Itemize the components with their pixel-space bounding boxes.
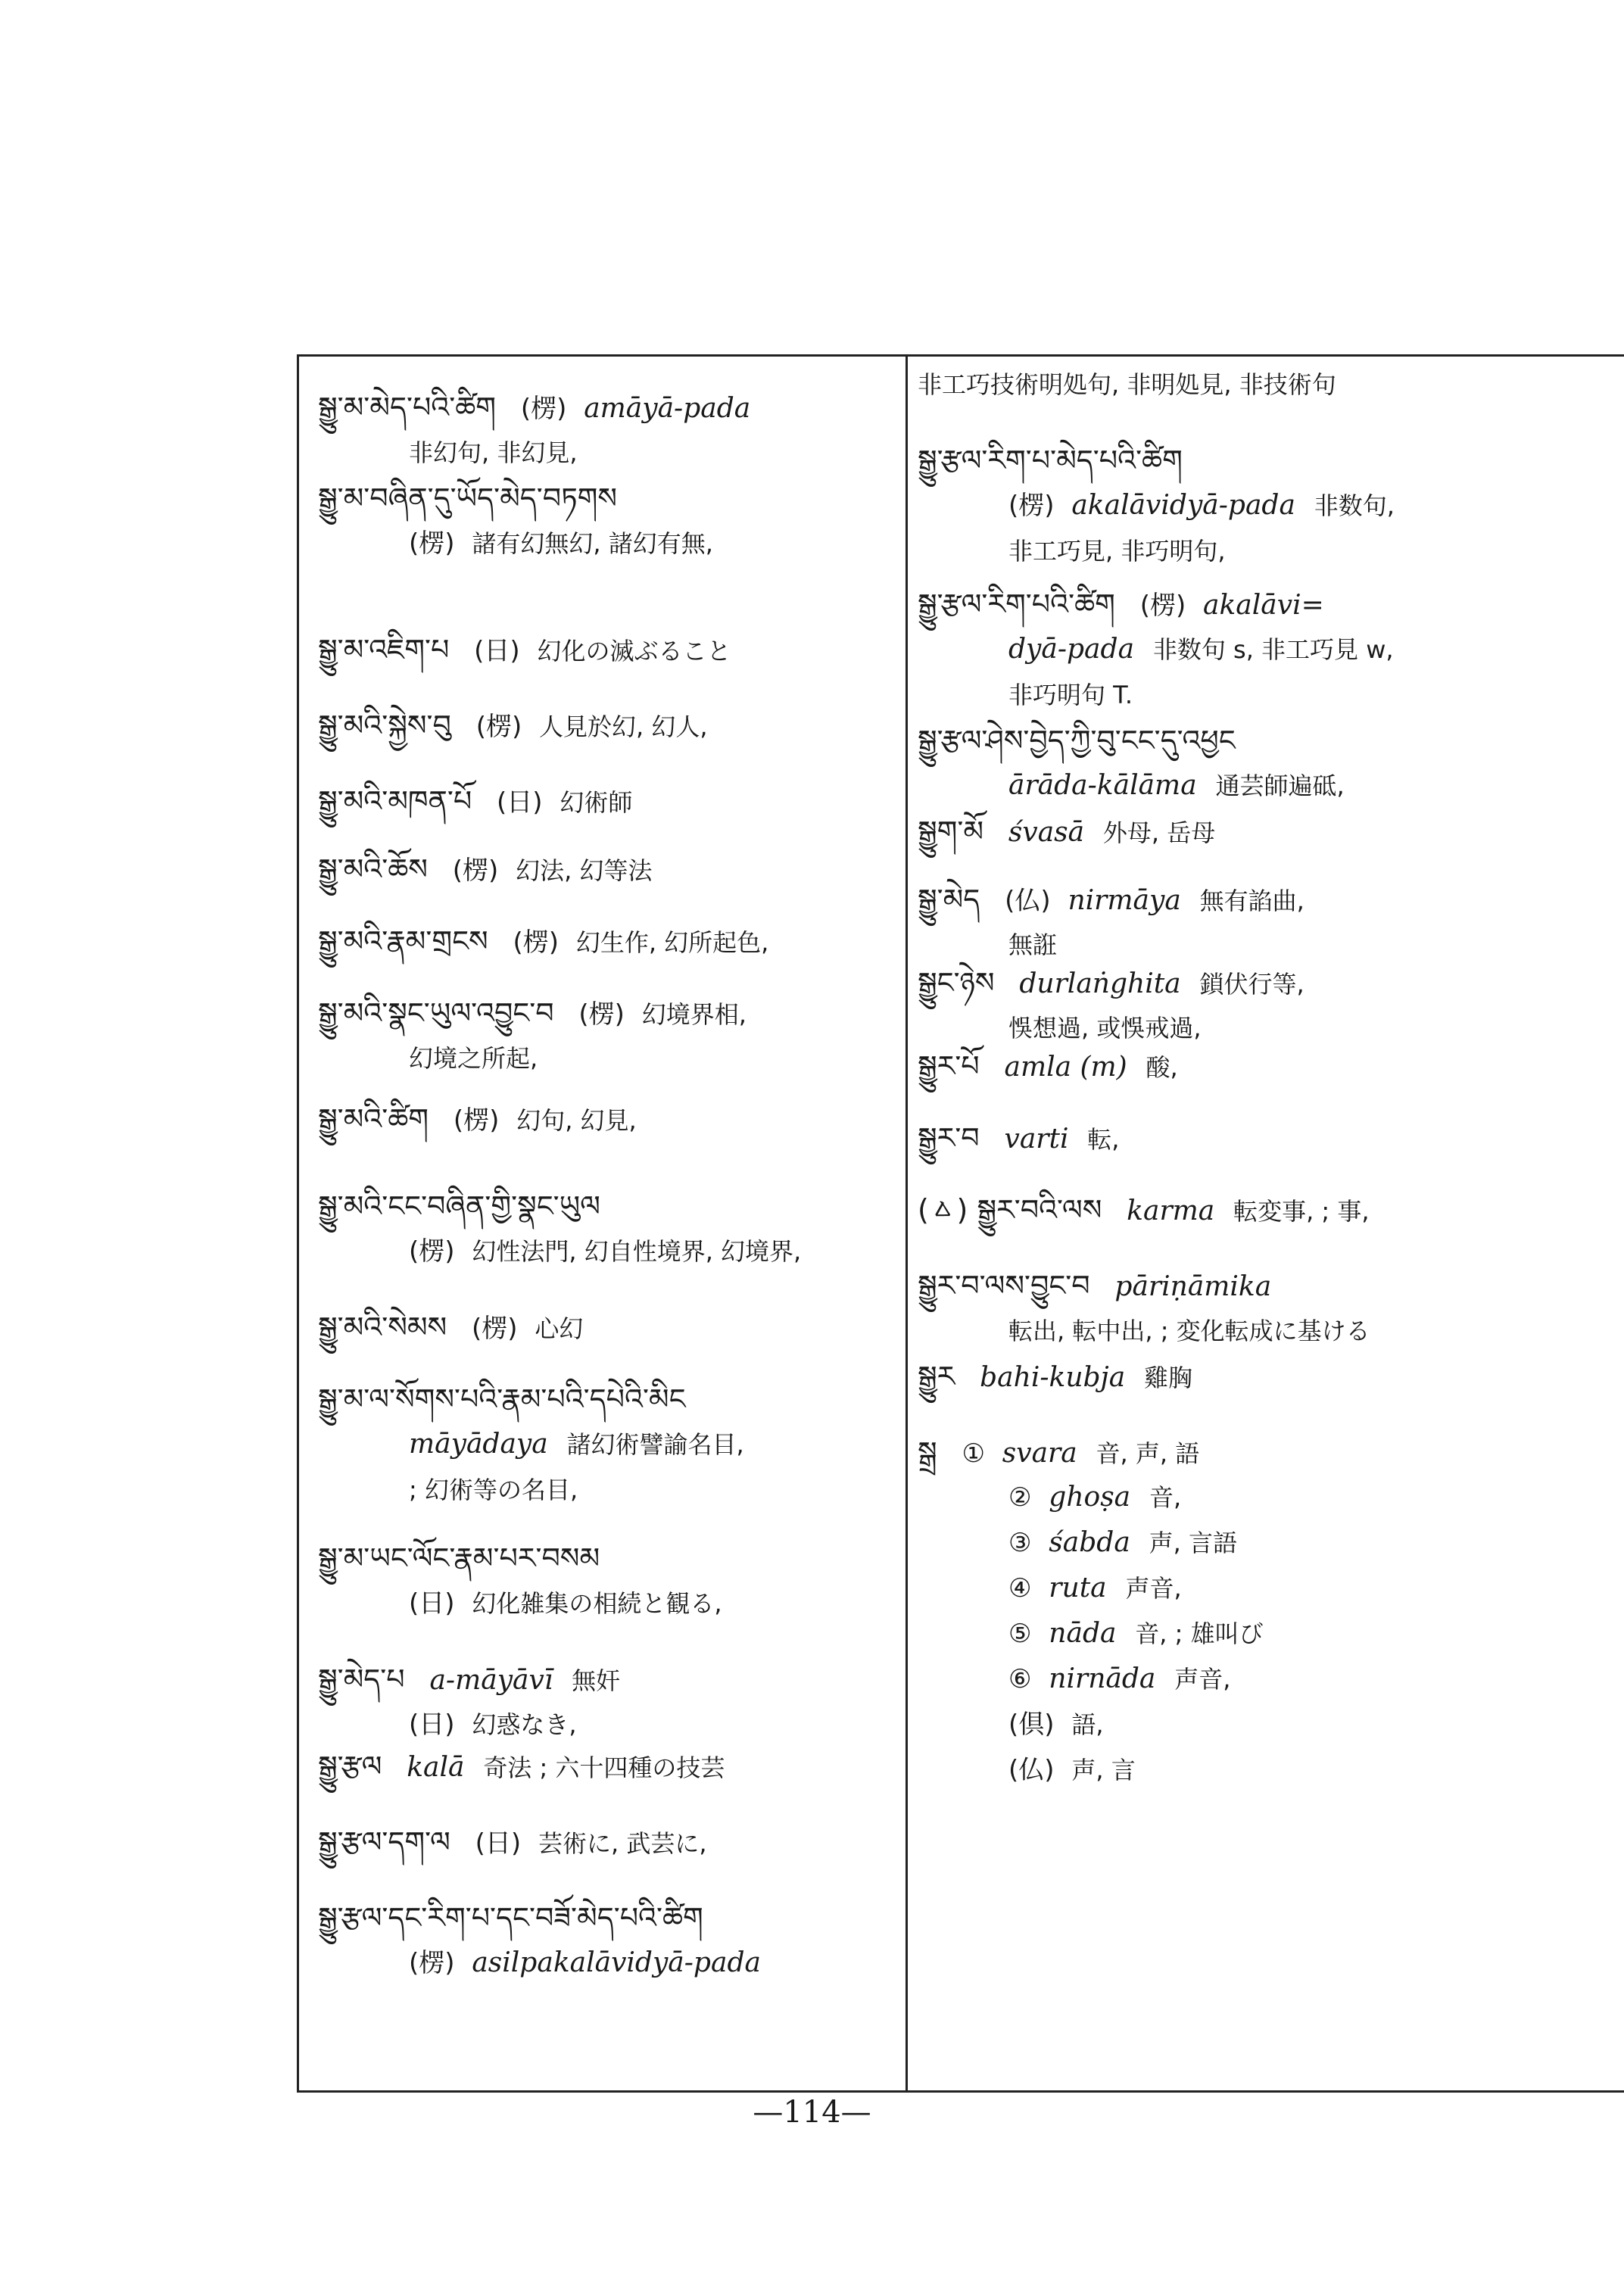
dictionary-entry — [918, 1263, 1624, 1354]
dictionary-entry — [318, 385, 893, 475]
sanskrit-term: karma — [1127, 1195, 1215, 1226]
tibetan-headword: སྒྱུ་རྩལ་ཤེས་བྱེད་ཀྱི་བུ་ངང་དུ་འཕྱང — [918, 724, 1236, 757]
dictionary-entry — [918, 362, 1624, 407]
entry-continuation — [318, 1702, 893, 1747]
entry-headline — [918, 718, 1624, 763]
dictionary-entry — [318, 990, 893, 1081]
entry-headline — [918, 581, 1624, 627]
gloss-text: 声, 言語 — [1149, 1529, 1237, 1557]
gloss-text: 人見於幻, 幻人, — [539, 712, 708, 741]
dictionary-entry — [318, 1895, 893, 1986]
dictionary-entry — [318, 1304, 893, 1350]
gloss-text: 幻境界相, — [641, 1000, 747, 1029]
dictionary-entry — [918, 1187, 1624, 1233]
entry-continuation — [918, 1308, 1624, 1354]
source-tag: (楞) — [578, 999, 625, 1030]
sanskrit-term: ghoṣa — [1049, 1482, 1131, 1513]
tibetan-headword: སྒྱུ་རྩལ་རིག་པ་མེད་པའི་ཚིག — [918, 444, 1183, 477]
source-tag: ⑤ — [1008, 1619, 1032, 1649]
dictionary-entry — [318, 703, 893, 748]
source-tag: ① — [962, 1438, 985, 1469]
dictionary-entry — [918, 438, 1624, 574]
gloss-text: 転出, 転中出, ; 変化転成に基ける — [1008, 1317, 1370, 1345]
gloss-text: 幻境之所起, — [409, 1044, 538, 1073]
dictionary-entry — [918, 581, 1624, 718]
tibetan-headword: སྒྱུ་མ་འཇིག་པ — [318, 633, 450, 666]
source-tag: (楞) — [409, 528, 455, 559]
gloss-text: 諸幻術譬諭名目, — [566, 1430, 744, 1459]
gloss-text: 音, ; 雄叫び — [1135, 1619, 1264, 1648]
tibetan-headword: སྒྱུར་པོ — [918, 1049, 980, 1083]
gloss-text: 無奸 — [572, 1666, 621, 1695]
sanskrit-term: śabda — [1049, 1527, 1130, 1558]
gloss-text: 酸, — [1146, 1053, 1178, 1082]
entry-continuation — [318, 1581, 893, 1626]
entry-continuation — [318, 1229, 893, 1274]
entry-continuation — [318, 1422, 893, 1467]
entry-headline — [918, 877, 1624, 922]
gloss-text: 声音, — [1174, 1665, 1231, 1694]
entry-continuation — [918, 763, 1624, 809]
source-tag: (倶) — [1008, 1710, 1055, 1740]
entry-headline — [918, 1115, 1624, 1161]
source-tag: (楞) — [520, 394, 567, 424]
entry-headline — [918, 438, 1624, 483]
gloss-text: 芸術に, 武芸に, — [538, 1829, 707, 1858]
dictionary-entry — [318, 1744, 893, 1789]
gloss-text: 外母, 岳母 — [1102, 818, 1216, 847]
gloss-text: 雞胸 — [1144, 1364, 1193, 1392]
dictionary-entry — [918, 1429, 1624, 1793]
dictionary-entry — [318, 1183, 893, 1274]
gloss-text: ; 幻術等の名目, — [409, 1476, 578, 1504]
dictionary-entry — [318, 627, 893, 672]
gloss-text: 幻化雑集の相続と観る, — [472, 1589, 722, 1618]
dictionary-entry — [318, 1096, 893, 1142]
gloss-text: 幻術師 — [560, 788, 633, 817]
entry-headline — [318, 1895, 893, 1940]
dictionary-entry — [318, 475, 893, 566]
dictionary-entry — [918, 877, 1624, 968]
entry-headline — [318, 703, 893, 748]
tibetan-headword: སྒྱུ་མའི་མཁན་པོ — [318, 784, 472, 818]
entry-headline — [318, 385, 893, 430]
entry-continuation — [918, 1566, 1624, 1611]
entry-headline — [918, 362, 1624, 407]
tibetan-headword: སྒྱུར — [918, 1360, 955, 1393]
tibetan-headword: སྒྱུ་མའི་ཚིག — [318, 1102, 429, 1136]
gloss-text: 声, 言 — [1071, 1756, 1136, 1784]
gloss-text: 非数句 s, 非工巧見 w, — [1152, 635, 1394, 664]
gloss-text: 無誑 — [1008, 930, 1058, 959]
source-tag: ④ — [1008, 1573, 1032, 1604]
source-tag: (楞) — [1139, 591, 1186, 621]
sanskrit-term: asilpakalāvidyā-pada — [472, 1947, 761, 1978]
sanskrit-term: a-māyāvī — [429, 1665, 553, 1696]
gloss-text: 諸有幻無幻, 諸幻有無, — [472, 529, 713, 558]
gloss-text: 鎖伏行等, — [1199, 970, 1304, 999]
gloss-text: 幻句, 幻見, — [516, 1106, 637, 1135]
entry-headline — [918, 1043, 1624, 1089]
sanskrit-term: māyādaya — [409, 1429, 548, 1460]
tibetan-headword: སྒྱུག་མོ — [918, 815, 984, 848]
tibetan-headword: སྒྱུ་མའི་ཆོས — [318, 852, 428, 886]
entry-continuation — [318, 1467, 893, 1513]
gloss-text: 音, 声, 語 — [1096, 1439, 1200, 1468]
source-tag: ③ — [1008, 1528, 1032, 1558]
tibetan-headword: སྒྲ — [918, 1435, 937, 1469]
tibetan-headword: སྒྱུ་རྩལ — [318, 1750, 382, 1783]
gloss-text: 非数句, — [1314, 491, 1395, 520]
source-tag: (日) — [409, 1588, 455, 1619]
tibetan-headword: སྒྱུ་མེད་པ — [318, 1663, 405, 1696]
source-tag: (日) — [474, 636, 520, 666]
tibetan-headword: སྒྱུ་མེད — [918, 883, 980, 916]
entry-headline — [318, 990, 893, 1036]
tibetan-headword: སྒྱུ་མའི་སྐྱེས་བུ — [318, 709, 451, 742]
entry-continuation — [318, 1940, 893, 1986]
source-tag: (仏) — [1005, 886, 1051, 916]
source-tag: (楞) — [409, 1948, 455, 1978]
sanskrit-term: nirmāya — [1068, 885, 1181, 916]
sanskrit-term: amāyā-pada — [584, 393, 751, 424]
sanskrit-term: akalāvidyā-pada — [1071, 490, 1295, 521]
entry-continuation — [918, 627, 1624, 672]
tibetan-headword: སྒྱུ་མ་མེད་པའི་ཚིག — [318, 391, 497, 424]
source-tag: (楞) — [475, 712, 522, 742]
gloss-text: 悞想過, 或悞戒過, — [1008, 1014, 1202, 1043]
source-tag: ② — [1008, 1482, 1032, 1513]
gloss-text: 声音, — [1125, 1574, 1182, 1603]
gloss-text: 非幻句, 非幻見, — [409, 438, 578, 467]
sanskrit-term: ārāda-kālāma — [1008, 770, 1197, 801]
source-tag: (楞) — [472, 1314, 518, 1344]
gloss-text: 転, — [1087, 1125, 1120, 1154]
entry-headline — [318, 846, 893, 892]
dictionary-entry — [318, 1657, 893, 1747]
sanskrit-term: amla (m) — [1004, 1052, 1127, 1083]
entry-continuation — [918, 1702, 1624, 1747]
tibetan-headword: སྒྱུང་ཉེས — [918, 966, 995, 999]
gloss-text: 通芸師遍砥, — [1215, 771, 1345, 800]
dictionary-entry — [318, 1376, 893, 1513]
source-tag: ⑥ — [1008, 1664, 1032, 1694]
entry-headline — [318, 1376, 893, 1422]
gloss-text: 転変事, ; 事, — [1233, 1197, 1370, 1226]
entry-headline — [918, 1354, 1624, 1399]
entry-continuation — [918, 1611, 1624, 1657]
entry-continuation — [918, 1657, 1624, 1702]
entry-continuation — [918, 528, 1624, 574]
source-tag: (楞) — [452, 856, 499, 886]
page-number: —114— — [753, 2095, 871, 2130]
sanskrit-term: nirnāda — [1049, 1663, 1156, 1694]
entry-continuation — [918, 483, 1624, 528]
tibetan-headword: (ㅿ) སྒྱུར་བའི་ལས — [918, 1193, 1102, 1226]
gloss-text: 幻生作, 幻所起色, — [575, 928, 769, 957]
entry-headline — [318, 1096, 893, 1142]
gloss-text: 非巧明句 T. — [1008, 681, 1133, 709]
dictionary-entry — [318, 1535, 893, 1626]
entry-headline — [318, 627, 893, 672]
dictionary-entry — [318, 918, 893, 964]
tibetan-headword: སྒྱུ་རྩལ་དང་རིག་པ་དང་བཟོ་མེད་པའི་ཚིག — [318, 1901, 703, 1934]
entry-headline — [918, 960, 1624, 1005]
tibetan-headword: སྒྱུ་རྩལ་དག་ལ — [318, 1825, 450, 1859]
entry-headline — [318, 1183, 893, 1229]
tibetan-headword: སྒྱུ་མའི་སེམས — [318, 1311, 447, 1344]
entry-headline — [318, 1657, 893, 1702]
gloss-text: 幻法, 幻等法 — [516, 856, 653, 885]
sanskrit-term: ruta — [1049, 1572, 1107, 1604]
tibetan-headword: སྒྱུ་མའི་སྣང་ཡུལ་འབྱུང་བ — [318, 996, 554, 1030]
sanskrit-term: svara — [1002, 1438, 1077, 1469]
dictionary-entry — [918, 1043, 1624, 1089]
gloss-text: 幻化の滅ぶること — [537, 637, 731, 665]
dictionary-entry — [318, 778, 893, 824]
sanskrit-term: varti — [1004, 1124, 1069, 1155]
sanskrit-term: śvasā — [1008, 817, 1085, 848]
sanskrit-term: durlaṅghita — [1019, 968, 1181, 999]
entry-headline — [318, 1744, 893, 1789]
tibetan-headword: སྒྱུ་མ་ལ་སོགས་པའི་རྣམ་པའི་དཔེའི་མིང — [318, 1382, 686, 1416]
dictionary-entry — [918, 809, 1624, 854]
source-tag: (楞) — [409, 1236, 455, 1267]
source-tag: (楞) — [1008, 491, 1055, 521]
dictionary-entry — [318, 1819, 893, 1865]
gloss-text: 音, — [1149, 1483, 1182, 1512]
entry-continuation — [918, 1520, 1624, 1566]
gloss-text: 語, — [1071, 1710, 1104, 1739]
entry-continuation — [318, 1036, 893, 1081]
entry-continuation — [918, 672, 1624, 718]
entry-continuation — [318, 521, 893, 566]
source-tag: (日) — [497, 787, 543, 818]
tibetan-headword: སྒྱུ་མའི་རྣམ་གྲངས — [318, 924, 488, 958]
source-tag: (仏) — [1008, 1755, 1055, 1785]
entry-headline — [318, 918, 893, 964]
sanskrit-term: pāriṇāmika — [1114, 1271, 1272, 1302]
dictionary-entry — [918, 1115, 1624, 1161]
source-tag: (日) — [409, 1710, 455, 1740]
gloss-text: 無有諂曲, — [1199, 887, 1304, 915]
gloss-text: 幻性法門, 幻自性境界, 幻境界, — [472, 1237, 802, 1266]
entry-continuation — [918, 1475, 1624, 1520]
source-tag: (日) — [475, 1828, 522, 1859]
gloss-text: 奇法 ; 六十四種の技芸 — [483, 1753, 725, 1782]
gloss-text: 幻惑なき, — [472, 1710, 577, 1739]
entry-headline — [918, 809, 1624, 854]
entry-headline — [918, 1429, 1624, 1475]
sanskrit-term: nāda — [1049, 1618, 1117, 1649]
tibetan-headword: སྒྱུར་བ་ལས་བྱུང་བ — [918, 1269, 1090, 1302]
dictionary-entry — [318, 846, 893, 892]
source-tag: (楞) — [453, 1105, 500, 1136]
dictionary-entry — [918, 1354, 1624, 1399]
entry-headline — [318, 1819, 893, 1865]
gloss-text: 非工巧技術明処句, 非明処見, 非技術句 — [918, 370, 1336, 399]
dictionary-entry — [918, 718, 1624, 809]
source-tag: (楞) — [513, 927, 560, 958]
column-divider — [906, 354, 908, 2093]
gloss-text: 非工巧見, 非巧明句, — [1008, 537, 1226, 566]
entry-headline — [318, 778, 893, 824]
entry-headline — [918, 1187, 1624, 1233]
tibetan-headword: སྒྱུ་རྩལ་རིག་པའི་ཚིག — [918, 588, 1115, 621]
tibetan-headword: སྒྱུ་མ་བཞིན་དུ་ཡོད་མེད་བཏགས — [318, 482, 618, 515]
entry-continuation — [918, 1747, 1624, 1793]
sanskrit-term: kalā — [407, 1752, 465, 1783]
entry-continuation — [318, 430, 893, 475]
entry-headline — [918, 1263, 1624, 1308]
tibetan-headword: སྒྱུར་བ — [918, 1121, 980, 1155]
sanskrit-term: akalāvi= — [1203, 590, 1324, 621]
entry-headline — [318, 1304, 893, 1350]
tibetan-headword: སྒྱུ་མ་ཡང་ལོང་རྣམ་པར་བསམ — [318, 1541, 600, 1575]
gloss-text: 心幻 — [535, 1314, 584, 1343]
sanskrit-term: bahi-kubja — [980, 1362, 1126, 1393]
entry-headline — [318, 475, 893, 521]
dictionary-entry — [918, 960, 1624, 1051]
tibetan-headword: སྒྱུ་མའི་ངང་བཞིན་གྱི་སྣང་ཡུལ — [318, 1189, 601, 1223]
entry-headline — [318, 1535, 893, 1581]
sanskrit-term: dyā-pada — [1008, 634, 1135, 665]
